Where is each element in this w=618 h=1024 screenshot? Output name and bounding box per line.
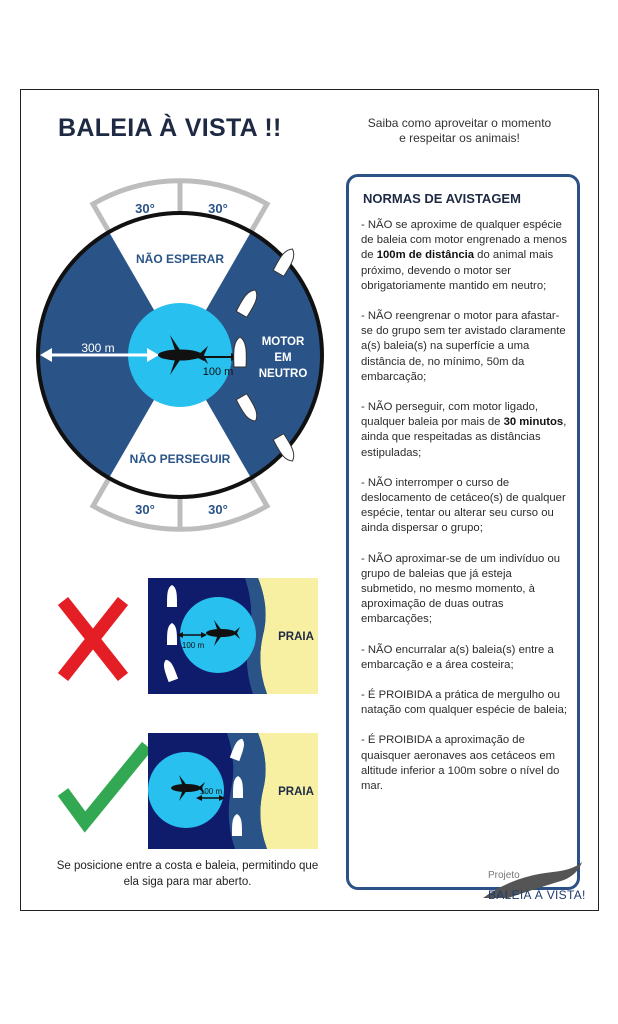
angle-label-top-left: 30° [135, 201, 155, 216]
zone-label-motor: MOTOR [261, 336, 305, 348]
correct-check-icon [63, 746, 147, 822]
rule-item: - NÃO aproximar-se de um indivíduo ou grupo de baleias que já esteja submetido, no mesmo momento, à aproximação de duas outras embarcações; [361, 552, 561, 626]
distance-100m-label: 100 m [181, 641, 205, 650]
rule-item: - NÃO se aproxime de qualquer espécie de baleia com motor engrenado a menos de 100m de distância do animal mais próximo, devendo o motor ser obrigatoriamente mantido em neutro; [361, 219, 567, 292]
rule-item: - É PROIBIDA a aproximação de quaisquer aeronaves aos cetáceos em altitude inferior a 100m sobre o nível do mar. [361, 734, 560, 793]
rule-item: - NÃO encurralar a(s) baleia(s) entre a embarcação e a área costeira; [361, 643, 554, 671]
subtitle-line-1: Saiba como aproveitar o momento [367, 116, 552, 130]
logo-project-label: Projeto [488, 870, 520, 881]
zone-label-em: EM [274, 352, 292, 364]
caption-line-2: ela siga para mar aberto. [123, 876, 252, 888]
rule-item: - É PROIBIDA a prática de mergulho ou natação com qualquer espécie de baleia; [361, 689, 567, 717]
angle-label-bottom-right: 30° [208, 502, 228, 517]
rule-item: - NÃO reengrenar o motor para afastar-se do grupo sem ter avistado claramente a(s) baleia(s) na superfície a uma distância de, no mínimo, 50m da embarcação; [361, 310, 566, 383]
wrong-example [55, 575, 325, 700]
angle-label-top-right: 30° [208, 201, 228, 216]
zone-label-neutro: NEUTRO [258, 368, 308, 380]
rule-item: - NÃO interromper o curso de deslocamento de cetáceo(s) de qualquer espécie, tentar ou alterar seu curso ou ainda dispersar o grupo; [361, 476, 566, 535]
page-title: BALEIA À VISTA !! [58, 114, 282, 142]
approach-diagram [30, 170, 340, 540]
right-example [55, 730, 325, 855]
boat-icon [234, 337, 247, 367]
subtitle [352, 116, 567, 146]
rules-box [346, 174, 580, 890]
rules-title: NORMAS DE AVISTAGEM [363, 191, 521, 206]
angle-label-bottom-left: 30° [135, 502, 155, 517]
zone-label-no-pursue: NÃO PERSEGUIR [129, 452, 231, 466]
wrong-x-icon [63, 601, 123, 677]
zone-label-no-wait: NÃO ESPERAR [135, 252, 225, 266]
caption [40, 858, 335, 890]
shore-label: PRAIA [278, 631, 314, 643]
subtitle-line-2: e respeitar os animais! [399, 131, 520, 145]
rule-item: - NÃO perseguir, com motor ligado, qualquer baleia por mais de 30 minutos, ainda que respeitadas as distâncias estipuladas; [361, 401, 567, 459]
distance-100m-label: 100 m [202, 366, 234, 378]
distance-100m-label: 100 m [199, 787, 223, 796]
shore-label: PRAIA [278, 786, 314, 798]
logo-name: BALEIA À VISTA! [488, 888, 586, 902]
caption-line-1: Se posicione entre a costa e baleia, permitindo que [56, 860, 319, 872]
distance-300m-label: 300 m [81, 341, 115, 355]
